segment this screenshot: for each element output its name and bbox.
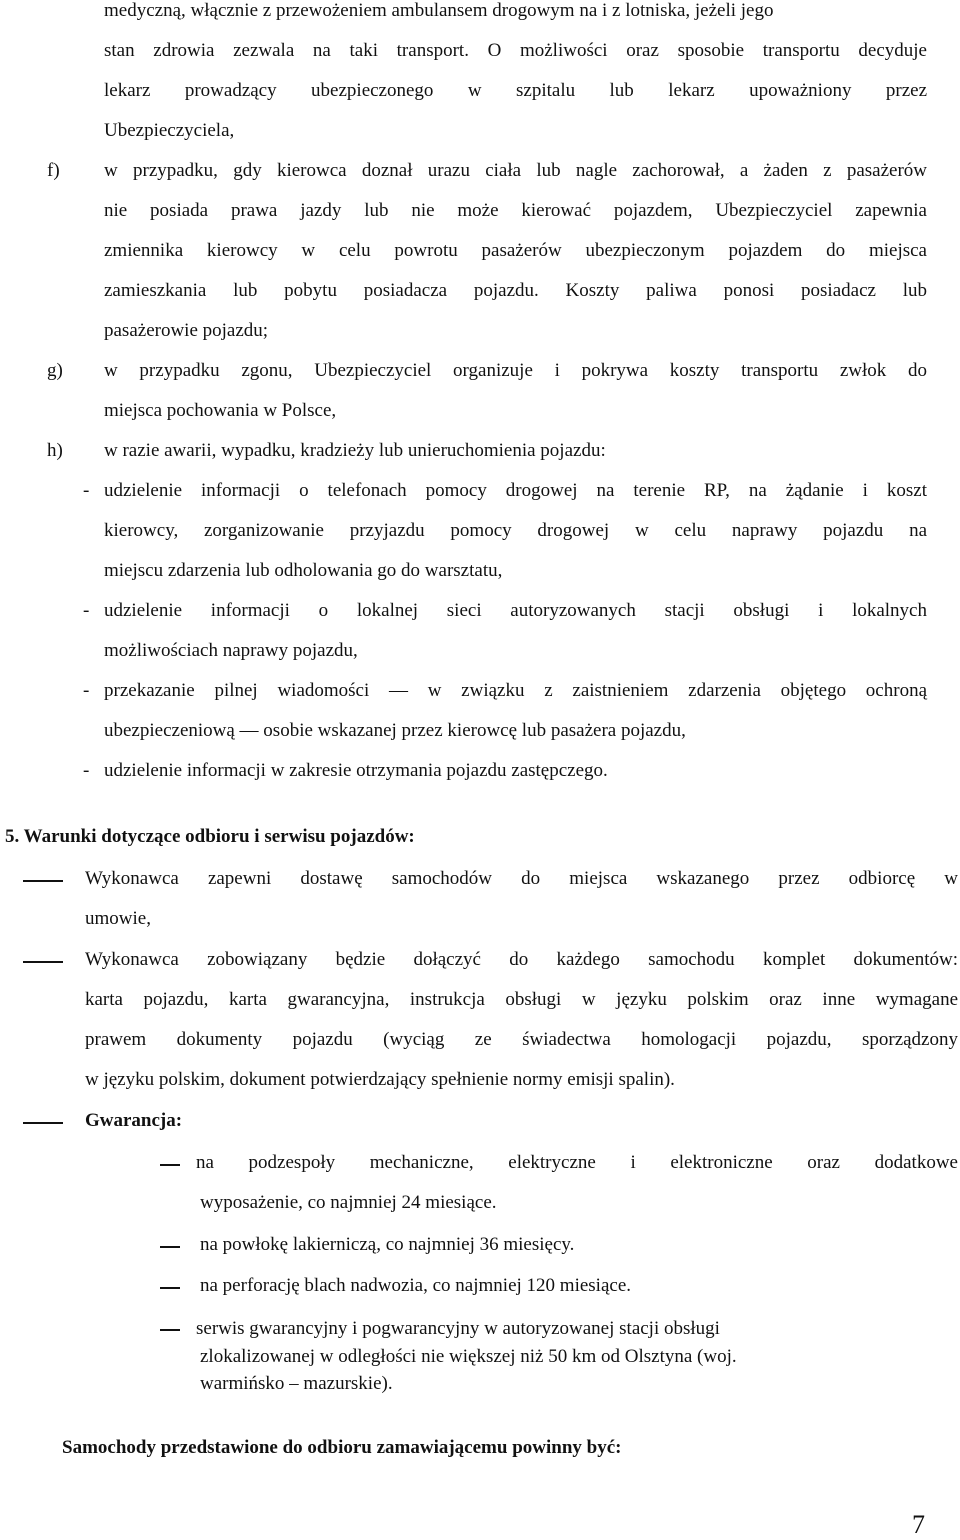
guarantee-1-line-1: na podzespoły mechaniczne, elektryczne i elektroniczne oraz dodatkowe bbox=[196, 1152, 958, 1173]
sub-2-line-1: udzielenie informacji o lokalnej sieci autoryzowanych stacji obsługi i lokalnych bbox=[104, 600, 927, 621]
sub-dash-1: - bbox=[83, 480, 90, 501]
bullet-1-line-1: Wykonawca zapewni dostawę samochodów do miejsca wskazanego przez odbiorcę w bbox=[85, 868, 958, 889]
guarantee-dash-3 bbox=[160, 1287, 180, 1289]
continuation-line-3: lekarz prowadzący ubezpieczonego w szpitalu lub lekarz upoważniony przez bbox=[104, 80, 927, 101]
guarantee-dash-2 bbox=[160, 1246, 180, 1248]
continuation-line-1: medyczną, włącznie z przewożeniem ambulansem drogowym na i z lotniska, jeżeli jego bbox=[104, 0, 774, 21]
item-h-line: w razie awarii, wypadku, kradzieży lub unieruchomienia pojazdu: bbox=[104, 440, 606, 461]
bullet-dash-3 bbox=[23, 1122, 63, 1124]
sub-1-line-1: udzielenie informacji o telefonach pomocy drogowej na terenie RP, na żądanie i koszt bbox=[104, 480, 927, 501]
sub-dash-2: - bbox=[83, 600, 90, 621]
bullet-2-line-3: prawem dokumenty pojazdu (wyciąg ze świadectwa homologacji pojazdu, sporządzony bbox=[85, 1029, 958, 1050]
continuation-line-2: stan zdrowia zezwala na taki transport. O możliwości oraz sposobie transportu decyduje bbox=[104, 40, 927, 61]
bullet-2-line-1: Wykonawca zobowiązany będzie dołączyć do każdego samochodu komplet dokumentów: bbox=[85, 949, 958, 970]
guarantee-4-line-2: zlokalizowanej w odległości nie większej niż 50 km od Olsztyna (woj. bbox=[200, 1346, 737, 1367]
item-h-marker: h) bbox=[47, 440, 63, 461]
sub-3-line-1: przekazanie pilnej wiadomości — w związku z zaistnieniem zdarzenia objętego ochroną bbox=[104, 680, 927, 701]
sub-dash-3: - bbox=[83, 680, 90, 701]
item-f-line-3: zmiennika kierowcy w celu powrotu pasażerów ubezpieczonym pojazdem do miejsca bbox=[104, 240, 927, 261]
sub-4-line-1: udzielenie informacji w zakresie otrzymania pojazdu zastępczego. bbox=[104, 760, 608, 781]
sub-1-line-3: miejscu zdarzenia lub odholowania go do warsztatu, bbox=[104, 560, 503, 581]
sub-2-line-2: możliwościach naprawy pojazdu, bbox=[104, 640, 358, 661]
item-g-line-2: miejsca pochowania w Polsce, bbox=[104, 400, 337, 421]
guarantee-label: Gwarancja: bbox=[85, 1110, 183, 1131]
guarantee-dash-4 bbox=[160, 1329, 180, 1331]
item-f-marker: f) bbox=[47, 160, 60, 181]
item-f-line-2: nie posiada prawa jazdy lub nie może kierować pojazdem, Ubezpieczyciel zapewnia bbox=[104, 200, 927, 221]
sub-3-line-2: ubezpieczeniową — osobie wskazanej przez kierowcę lub pasażera pojazdu, bbox=[104, 720, 686, 741]
closing-heading: Samochody przedstawione do odbioru zamawiającemu powinny być: bbox=[62, 1437, 622, 1458]
item-f-line-5: pasażerowie pojazdu; bbox=[104, 320, 269, 341]
guarantee-dash-1 bbox=[160, 1164, 180, 1166]
guarantee-4-line-1: serwis gwarancyjny i pogwarancyjny w autoryzowanej stacji obsługi bbox=[196, 1318, 720, 1339]
bullet-dash-1 bbox=[23, 880, 63, 882]
bullet-2-line-2: karta pojazdu, karta gwarancyjna, instrukcja obsługi w języku polskim oraz inne wymagane bbox=[85, 989, 958, 1010]
bullet-2-line-4: w języku polskim, dokument potwierdzający spełnienie normy emisji spalin). bbox=[85, 1069, 675, 1090]
item-f-line-1: w przypadku, gdy kierowca doznał urazu ciała lub nagle zachorował, a żaden z pasażerów bbox=[104, 160, 927, 181]
sub-dash-4: - bbox=[83, 760, 90, 781]
bullet-1-line-2: umowie, bbox=[85, 908, 151, 929]
bullet-dash-2 bbox=[23, 961, 63, 963]
guarantee-3-line-1: na perforację blach nadwozia, co najmniej 120 miesiące. bbox=[200, 1275, 631, 1296]
sub-1-line-2: kierowcy, zorganizowanie przyjazdu pomocy drogowej w celu naprawy pojazdu na bbox=[104, 520, 927, 541]
item-g-marker: g) bbox=[47, 360, 63, 381]
guarantee-2-line-1: na powłokę lakierniczą, co najmniej 36 miesięcy. bbox=[200, 1234, 575, 1255]
section-5-heading: 5. Warunki dotyczące odbioru i serwisu pojazdów: bbox=[5, 826, 415, 847]
guarantee-4-line-3: warmińsko – mazurskie). bbox=[200, 1373, 393, 1394]
item-f-line-4: zamieszkania lub pobytu posiadacza pojazdu. Koszty paliwa ponosi posiadacz lub bbox=[104, 280, 927, 301]
page-number: 7 bbox=[912, 1510, 925, 1539]
item-g-line-1: w przypadku zgonu, Ubezpieczyciel organizuje i pokrywa koszty transportu zwłok do bbox=[104, 360, 927, 381]
continuation-line-4: Ubezpieczyciela, bbox=[104, 120, 235, 141]
guarantee-1-line-2: wyposażenie, co najmniej 24 miesiące. bbox=[200, 1192, 497, 1213]
